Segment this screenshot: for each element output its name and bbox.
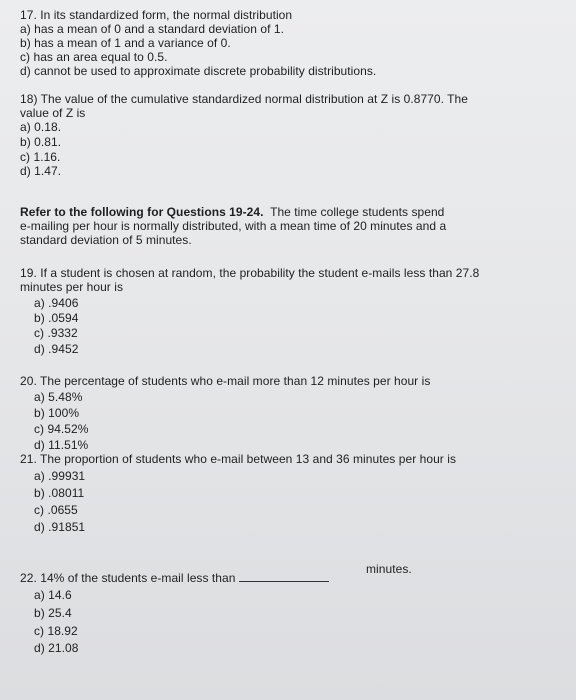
q22-option-b: b) 25.4 [34,606,72,620]
q17-option-a: a) has a mean of 0 and a standard deviation of 1. [20,22,284,36]
q20-stem: 20. The percentage of students who e-mail more than 12 minutes per hour is [20,374,431,388]
q22-stem-text: 22. 14% of the students e-mail less than [20,571,236,585]
q17-option-b: b) has a mean of 1 and a variance of 0. [20,36,231,50]
refer-line3: standard deviation of 5 minutes. [20,233,192,247]
q17-option-c: c) has an area equal to 0.5. [20,50,168,64]
q22-answer-blank [239,570,329,582]
q21-option-a: a) .99931 [34,469,86,483]
q20-option-c: c) 94.52% [34,422,89,436]
q19-stem-line1: 19. If a student is chosen at random, the probability the student e-mails less than 27.8 [20,266,480,280]
q20-option-b: b) 100% [34,406,80,420]
q22-option-d: d) 21.08 [34,641,79,655]
q18-option-a: a) 0.18. [20,120,62,134]
q18-option-d: d) 1.47. [20,164,62,178]
q22-unit: minutes. [366,562,412,576]
q20-option-d: d) 11.51% [34,438,89,452]
q21-option-d: d) .91851 [34,520,86,534]
q19-option-b: b) .0594 [34,311,79,325]
refer-line1 [20,205,444,219]
q19-option-c: c) .9332 [34,326,78,340]
q22-stem [20,570,329,585]
q20-option-a: a) 5.48% [34,390,83,404]
q21-option-b: b) .08011 [34,486,85,500]
q18-option-c: c) 1.16. [20,150,61,164]
q18-option-b: b) 0.81. [20,135,62,149]
q19-stem-line2: minutes per hour is [20,280,123,294]
q17-stem: 17. In its standardized form, the normal distribution [20,8,293,22]
q22-option-a: a) 14.6 [34,588,72,602]
q18-stem-line1: 18) The value of the cumulative standardized normal distribution at Z is 0.8770. The [20,92,469,106]
refer-line2: e-mailing per hour is normally distributed, with a mean time of 20 minutes and a [20,219,447,233]
q19-option-d: d) .9452 [34,342,79,356]
q21-stem: 21. The proportion of students who e-mail between 13 and 36 minutes per hour is [20,452,456,466]
refer-text: The time college students spend [270,205,445,219]
q18-stem-line2: value of Z is [20,106,86,120]
q17-option-d: d) cannot be used to approximate discrete probability distributions. [20,64,377,78]
refer-heading: Refer to the following for Questions 19-24. [20,205,264,219]
q22-option-c: c) 18.92 [34,624,78,638]
q21-option-c: c) .0655 [34,503,78,517]
q19-option-a: a) .9406 [34,296,79,310]
